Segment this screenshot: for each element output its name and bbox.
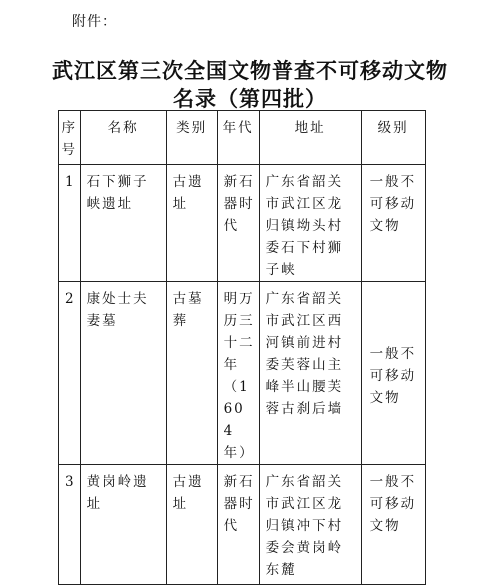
- row2-era: 明万历三十二年（1604年）: [217, 282, 259, 465]
- row3-level: 一般不可移动文物: [361, 465, 425, 585]
- row2-name: 康处士夫妻墓: [80, 282, 166, 465]
- row2-category: 古墓葬: [166, 282, 217, 465]
- table-row: [59, 282, 426, 465]
- row1-era: 新石器时代: [217, 165, 259, 282]
- row3-seq: 3: [59, 465, 81, 585]
- attachment-label: 附件：: [72, 14, 117, 30]
- header-name: 名称: [80, 111, 166, 165]
- row1-name: 石下狮子峡遗址: [80, 165, 166, 282]
- row1-address: 广东省韶关市武江区龙归镇坳头村委石下村狮子峡: [259, 165, 361, 282]
- header-seq: 序号: [59, 111, 81, 165]
- row1-seq: 1: [59, 165, 81, 282]
- row2-level: 一般不可移动文物: [361, 282, 425, 465]
- row3-name: 黄岗岭遗址: [80, 465, 166, 585]
- table-row: [59, 165, 426, 282]
- row2-address: 广东省韶关市武江区西河镇前进村委芙蓉山主峰半山腰芙蓉古刹后墙: [259, 282, 361, 465]
- heritage-list-table: [58, 110, 426, 585]
- header-address: 地址: [259, 111, 361, 165]
- document-title-line1: 武江区第三次全国文物普查不可移动文物: [52, 59, 448, 83]
- row3-address: 广东省韶关市武江区龙归镇冲下村委会黄岗岭东麓: [259, 465, 361, 585]
- document-title-line2: 名录（第四批）: [173, 87, 327, 111]
- row1-category: 古遗址: [166, 165, 217, 282]
- header-category: 类别: [166, 111, 217, 165]
- header-level: 级别: [361, 111, 425, 165]
- row3-era: 新石器时代: [217, 465, 259, 585]
- table-row: [59, 465, 426, 585]
- header-era: 年代: [217, 111, 259, 165]
- row3-category: 古遗址: [166, 465, 217, 585]
- table-header-row: [59, 111, 426, 165]
- row2-seq: 2: [59, 282, 81, 465]
- row1-level: 一般不可移动文物: [361, 165, 425, 282]
